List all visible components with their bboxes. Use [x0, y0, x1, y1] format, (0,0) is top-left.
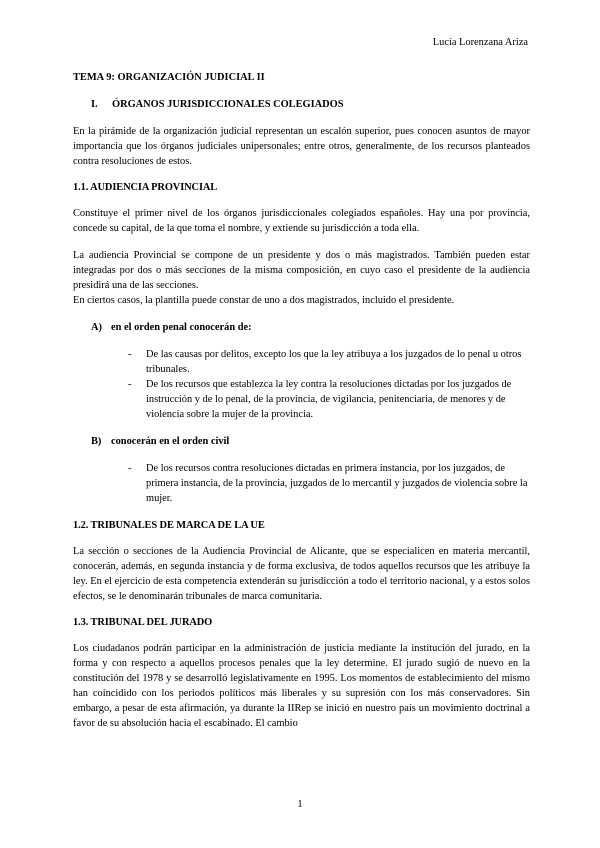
subsection-heading-jurado: 1.3. TRIBUNAL DEL JURADO	[73, 617, 213, 628]
section-number: I.	[91, 99, 98, 110]
header-author: Lucía Lorenzana Ariza	[432, 37, 528, 48]
list-item: - De los recursos contra resoluciones dictadas en primera instancia, por los juzgados, de primera instancia, de la provincia, juzgados de lo mercantil y juzgados de violencia sobre la mujer.	[128, 463, 528, 504]
list-heading-label: conocerán en el orden civil	[111, 436, 230, 447]
list-heading-label: en el orden penal conocerán de:	[111, 322, 252, 333]
paragraph-audiencia-2: La audiencia Provincial se compone de un presidente y dos o más magistrados. También pueden estar integradas por dos o más secciones de la misma composición, en cuyo caso el presidente de la audiencia presidirá una de las secciones.	[73, 250, 530, 291]
list-heading-number: A)	[91, 322, 102, 333]
document-body	[73, 70, 530, 731]
page-number: 1	[297, 798, 303, 810]
paragraph-tribunales-marca: La sección o secciones de la Audiencia Provincial de Alicante, que se especialicen en materia mercantil, conocerán, además, en segunda instancia y de forma exclusiva, de todos aquellos recursos que les atribuye la ley. En el ejercicio de esta competencia extenderán su jurisdicción a todo el territorio nacional, y a estos solos efectos, se le denominarán tribunales de marca comunitaria.	[73, 546, 530, 602]
civil-list	[73, 461, 530, 506]
list-item: - De los recursos que establezca la ley contra la resoluciones dictadas por los juzgados de instrucción y de lo penal, de la provincia, de vigilancia, penitenciaria, de menores y de violencia sobre la mujer de la provincia.	[128, 379, 512, 420]
section-heading-1	[91, 97, 530, 112]
list-item: - De las causas por delitos, excepto los que la ley atribuya a los juzgados de lo penal u otros tribunales.	[128, 349, 522, 375]
dash-bullet: -	[128, 349, 132, 360]
document-title: TEMA 9: ORGANIZACIÓN JUDICIAL II	[73, 72, 265, 83]
intro-paragraph: En la pirámide de la organización judicial representan un escalón superior, pues conocen asuntos de mayor importancia que los órganos judiciales unipersonales; entre otros, generalmente, de los recursos planteados contra resoluciones de estos.	[73, 126, 530, 167]
penal-list	[73, 347, 530, 422]
paragraph-jurado: Los ciudadanos podrán participar en la administración de justicia mediante la institución del jurado, en la forma y con respecto a aquellos procesos penales que la ley determine. El jurado sugió de nuevo en la constitución del 1978 y se desarrolló legislativamente en 1995. Los momentos de establecimiento del mismo han coincidido con los periodos políticos más liberales y su supresión con los más conservadores. Sin embargo, a pesar de esta afirmación, ya durante la IIRep se inició en nuestro país un movimiento doctrinal a favor de su absolución hacia el escabinado. El cambio	[73, 643, 530, 729]
paragraph-audiencia-3: En ciertos casos, la plantilla puede constar de uno a dos magistrados, incluido el presidente.	[73, 295, 455, 306]
dash-bullet: -	[128, 379, 132, 390]
list-heading-civil	[91, 434, 530, 449]
paragraph-audiencia-1: Constituye el primer nivel de los órganos jurisdiccionales colegiados españoles. Hay una por provincia, concede su capital, de la que toma el nombre, y extiende su jurisdicción a toda ella.	[73, 208, 530, 234]
section-title: ÓRGANOS JURISDICCIONALES COLEGIADOS	[112, 99, 344, 110]
subsection-heading-tribunales-marca: 1.2. TRIBUNALES DE MARCA DE LA UE	[73, 520, 265, 531]
list-heading-penal	[91, 320, 530, 335]
list-heading-number: B)	[91, 436, 102, 447]
subsection-heading-audiencia: 1.1. AUDIENCIA PROVINCIAL	[73, 182, 218, 193]
dash-bullet: -	[128, 463, 132, 474]
